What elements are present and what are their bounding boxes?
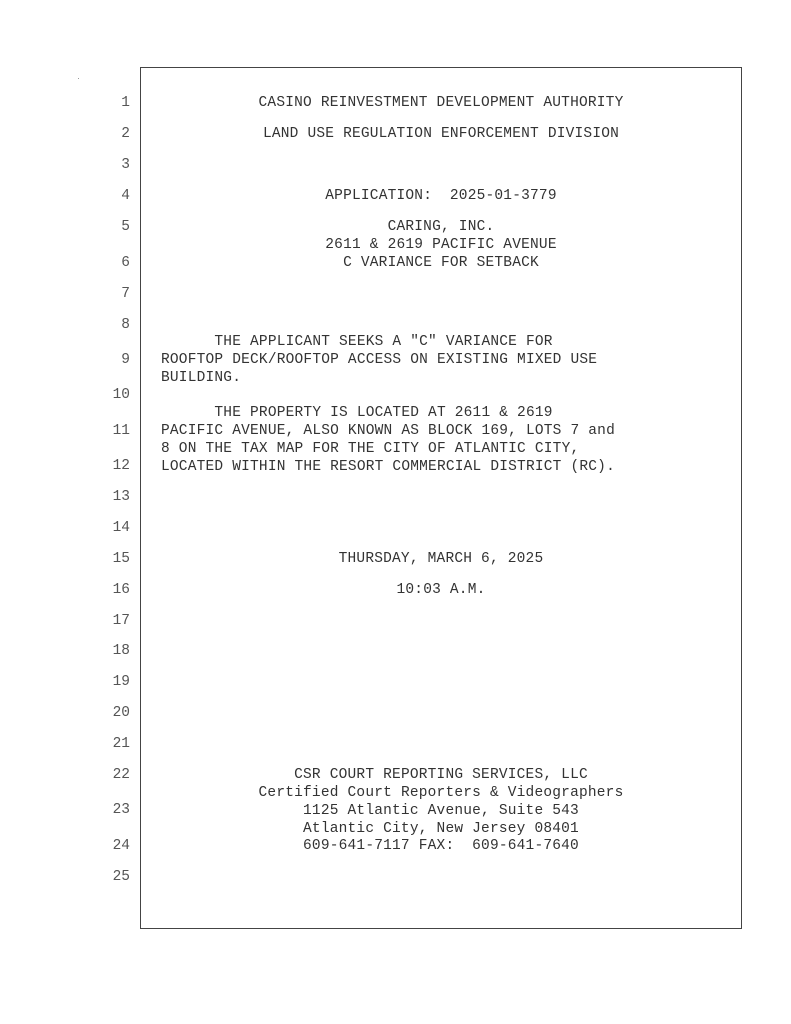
line-number: 10: [112, 387, 130, 403]
line-number: 8: [121, 317, 130, 333]
line-number: 19: [112, 674, 130, 690]
application-number: APPLICATION: 2025-01-3779: [325, 188, 557, 204]
authority-title: CASINO REINVESTMENT DEVELOPMENT AUTHORITY: [258, 95, 624, 111]
line-number: 22: [112, 767, 130, 783]
division-title: LAND USE REGULATION ENFORCEMENT DIVISION: [262, 126, 620, 142]
line-number: 25: [112, 869, 130, 885]
description-line: THE APPLICANT SEEKS A "C" VARIANCE FOR: [161, 334, 553, 350]
line-number: 16: [112, 582, 130, 598]
reporter-street: 1125 Atlantic Avenue, Suite 543: [303, 803, 579, 819]
line-number: 2: [121, 126, 130, 142]
description-line: BUILDING.: [161, 370, 242, 386]
line-number: 15: [112, 551, 130, 567]
line-number: 17: [112, 613, 130, 629]
variance-type: C VARIANCE FOR SETBACK: [343, 255, 539, 271]
line-number: 7: [121, 286, 130, 302]
property-line: LOCATED WITHIN THE RESORT COMMERCIAL DISTRICT (RC).: [161, 459, 615, 475]
line-number: 18: [112, 643, 130, 659]
property-line: PACIFIC AVENUE, ALSO KNOWN AS BLOCK 169, LOTS 7 and: [161, 423, 615, 439]
line-number: 3: [121, 157, 130, 173]
line-number: 1: [121, 95, 130, 111]
reporter-city: Atlantic City, New Jersey 08401: [303, 821, 579, 837]
description-line: ROOFTOP DECK/ROOFTOP ACCESS ON EXISTING MIXED USE: [161, 352, 598, 368]
property-line: 8 ON THE TAX MAP FOR THE CITY OF ATLANTIC CITY,: [161, 441, 580, 457]
line-number: 11: [112, 423, 130, 439]
line-number: 12: [112, 458, 130, 474]
reporter-phone: 609-641-7117 FAX: 609-641-7640: [303, 838, 579, 854]
line-number: 23: [112, 802, 130, 818]
line-number: 5: [121, 219, 130, 235]
property-address: 2611 & 2619 PACIFIC AVENUE: [325, 237, 557, 253]
reporter-name: CSR COURT REPORTING SERVICES, LLC: [294, 767, 588, 783]
line-number: 4: [121, 188, 130, 204]
hearing-time: 10:03 A.M.: [396, 582, 486, 598]
line-number-column: [0, 0, 140, 1024]
line-number: 13: [112, 489, 130, 505]
line-number: 24: [112, 838, 130, 854]
line-number: 21: [112, 736, 130, 752]
property-line: THE PROPERTY IS LOCATED AT 2611 & 2619: [161, 405, 553, 421]
hearing-date: THURSDAY, MARCH 6, 2025: [338, 551, 544, 567]
line-number: 9: [121, 352, 130, 368]
line-number: 14: [112, 520, 130, 536]
line-number: 20: [112, 705, 130, 721]
reporter-tagline: Certified Court Reporters & Videographers: [258, 785, 624, 801]
applicant-name: CARING, INC.: [387, 219, 495, 235]
line-number: 6: [121, 255, 130, 271]
